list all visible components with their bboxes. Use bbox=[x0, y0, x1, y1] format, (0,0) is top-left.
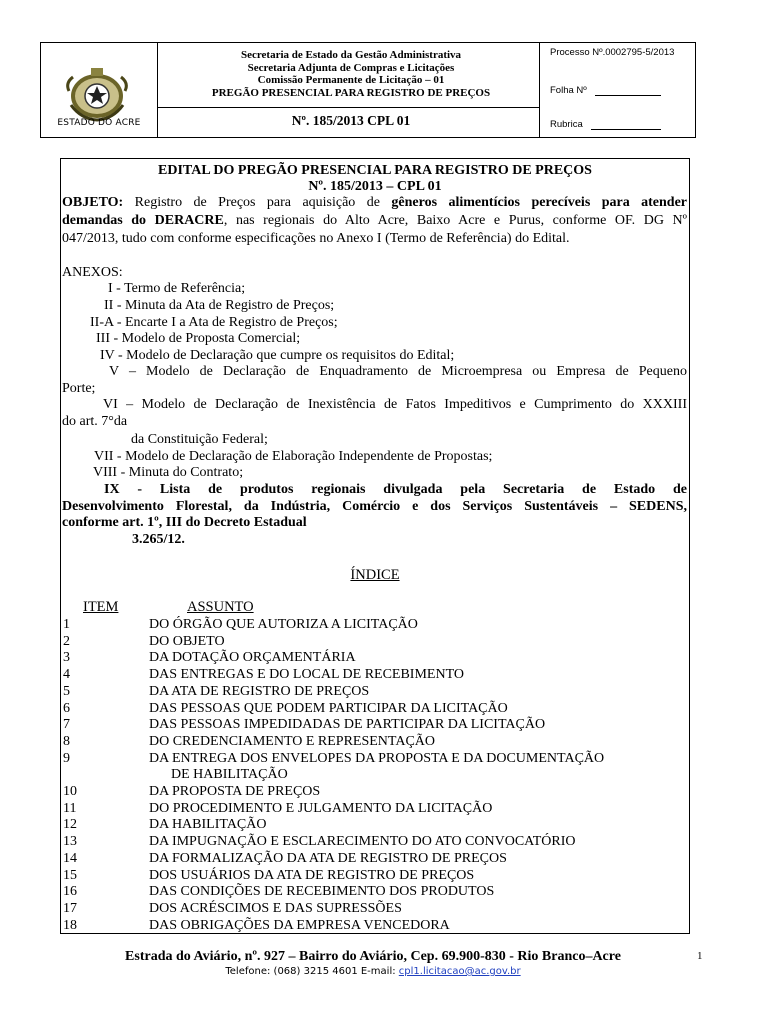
rubrica-label: Rubrica bbox=[550, 119, 583, 130]
index-item-number: 14 bbox=[63, 850, 77, 866]
anexo-item: I - Termo de Referência; bbox=[108, 281, 246, 296]
index-item-subject: DA ENTREGA DOS ENVELOPES DA PROPOSTA E DA DOCUMENTAÇÃO bbox=[149, 750, 605, 766]
index-item-number: 12 bbox=[63, 817, 77, 833]
index-item-number: 11 bbox=[63, 800, 77, 816]
anexo-item: VII - Modelo de Declaração de Elaboração Independente de Propostas; bbox=[94, 449, 493, 464]
index-item-subject: DA ATA DE REGISTRO DE PREÇOS bbox=[149, 683, 370, 699]
index-item-subject: DAS PESSOAS IMPEDIDADAS DE PARTICIPAR DA LICITAÇÃO bbox=[149, 717, 546, 733]
index-item-number: 6 bbox=[63, 700, 70, 716]
index-item-subject: DA FORMALIZAÇÃO DA ATA DE REGISTRO DE PREÇOS bbox=[149, 850, 507, 866]
index-item-subject: DOS USUÁRIOS DA ATA DE REGISTRO DE PREÇOS bbox=[149, 867, 475, 883]
header-line: Secretaria Adjunta de Compras e Licitações bbox=[247, 61, 455, 74]
anexo-item: II - Minuta da Ata de Registro de Preços; bbox=[104, 298, 335, 313]
rubrica-blank bbox=[591, 121, 661, 130]
folha-blank bbox=[595, 87, 661, 96]
index-item-subject: DAS ENTREGAS E DO LOCAL DE RECEBIMENTO bbox=[149, 667, 464, 683]
anexo-item: VIII - Minuta do Contrato; bbox=[93, 465, 244, 480]
anexo-item: II-A - Encarte I a Ata de Registro de Preços; bbox=[90, 315, 338, 330]
anexo-item-cont: 3.265/12. bbox=[132, 532, 185, 547]
index-title bbox=[61, 567, 689, 584]
index-item-subject: DA DOTAÇÃO ORÇAMENTÁRIA bbox=[149, 650, 356, 666]
index-item-number: 9 bbox=[63, 750, 70, 766]
index-item-subject: DA IMPUGNAÇÃO E ESCLARECIMENTO DO ATO CONVOCATÓRIO bbox=[149, 834, 576, 850]
index-item-number: 8 bbox=[63, 733, 70, 749]
index-item-number: 10 bbox=[63, 784, 77, 799]
index-item-number: 4 bbox=[63, 667, 70, 683]
anexo-item-cont: conforme art. 1º, III do Decreto Estadual bbox=[62, 515, 307, 530]
header-edital-number: Nº. 185/2013 CPL 01 bbox=[291, 113, 411, 128]
index-item-subject: DAS PESSOAS QUE PODEM PARTICIPAR DA LICITAÇÃO bbox=[149, 700, 508, 716]
header-line: Secretaria de Estado da Gestão Administrativa bbox=[240, 49, 462, 61]
header-line: Comissão Permanente de Licitação – 01 bbox=[257, 74, 445, 87]
state-label: ESTADO DO ACRE bbox=[57, 118, 141, 128]
document-header bbox=[40, 42, 696, 138]
index-item-subject: DO CREDENCIAMENTO E REPRESENTAÇÃO bbox=[149, 733, 436, 749]
anexo-item: VI – Modelo de Declaração de Inexistência de Fatos Impeditivos e Cumprimento do XXXIII bbox=[103, 397, 687, 412]
anexo-item: IX - Lista de produtos regionais divulgada pela Secretaria de Estado de bbox=[104, 482, 687, 497]
index-item-subject: DAS CONDIÇÕES DE RECEBIMENTO DOS PRODUTOS bbox=[149, 884, 495, 900]
edital-title: EDITAL DO PREGÃO PRESENCIAL PARA REGISTRO DE PREÇOS bbox=[158, 163, 592, 178]
index-item-number: 1 bbox=[63, 617, 70, 632]
index-item-number: 16 bbox=[63, 884, 77, 900]
header-institution bbox=[169, 49, 533, 99]
processo-number: Processo Nº.0002795-5/2013 bbox=[550, 47, 675, 58]
objeto-text: Registro de Preços para aquisição de bbox=[134, 195, 380, 210]
page-number: 1 bbox=[697, 950, 703, 962]
index-item-number: 17 bbox=[63, 900, 77, 916]
objeto-line-1 bbox=[62, 195, 687, 212]
index-item-subject: DO ÓRGÃO QUE AUTORIZA A LICITAÇÃO bbox=[149, 617, 418, 632]
index-col-assunto: ASSUNTO bbox=[187, 599, 254, 615]
index-item-number: 5 bbox=[63, 683, 70, 699]
index-item-number: 18 bbox=[63, 917, 77, 933]
index-item-number: 15 bbox=[63, 867, 77, 883]
anexo-item-cont: Desenvolvimento Florestal, da Indústria, Comércio e dos Serviços Sustentáveis – SEDENS, bbox=[62, 499, 687, 514]
objeto-label: OBJETO: bbox=[62, 195, 124, 210]
footer-address: Estrada do Aviário, nº. 927 – Bairro do Aviário, Cep. 69.900-830 - Rio Branco–Acre bbox=[125, 949, 621, 964]
objeto-bold: gêneros alimentícios perecíveis para atender bbox=[391, 195, 688, 210]
objeto-text: , nas regionais do Alto Acre, Baixo Acre e Purus, conforme OF. DG Nº bbox=[223, 213, 687, 228]
anexo-item-cont: do art. 7°da bbox=[62, 414, 128, 429]
anexo-item: III - Modelo de Proposta Comercial; bbox=[96, 331, 301, 346]
index-item-subject: DA HABILITAÇÃO bbox=[149, 817, 267, 833]
divider bbox=[157, 107, 539, 108]
anexos-label: ANEXOS: bbox=[62, 265, 123, 280]
index-item-number: 3 bbox=[63, 650, 70, 666]
index-item-subject: DA PROPOSTA DE PREÇOS bbox=[149, 784, 321, 799]
index-item-subject: DE HABILITAÇÃO bbox=[171, 767, 288, 783]
index-title-text: ÍNDICE bbox=[350, 567, 400, 583]
objeto-line-2 bbox=[62, 213, 687, 230]
index-item-number: 13 bbox=[63, 834, 77, 850]
folha-field bbox=[550, 85, 661, 96]
rubrica-field bbox=[550, 119, 661, 130]
index-item-subject: DO PROCEDIMENTO E JULGAMENTO DA LICITAÇÃO bbox=[149, 800, 493, 816]
index-item-subject: DOS ACRÉSCIMOS E DAS SUPRESSÕES bbox=[149, 900, 402, 916]
objeto-bold: demandas do DERACRE bbox=[62, 213, 224, 228]
header-line: PREGÃO PRESENCIAL PARA REGISTRO DE PREÇOS bbox=[211, 86, 491, 99]
index-item-subject: DO OBJETO bbox=[149, 633, 225, 649]
anexo-item-cont: da Constituição Federal; bbox=[131, 432, 268, 447]
index-item-number: 2 bbox=[63, 633, 70, 649]
anexo-item: IV - Modelo de Declaração que cumpre os requisitos do Edital; bbox=[100, 348, 455, 363]
divider bbox=[539, 43, 540, 137]
edital-number: Nº. 185/2013 – CPL 01 bbox=[308, 179, 442, 194]
divider bbox=[157, 43, 158, 137]
folha-label: Folha Nº bbox=[550, 85, 587, 96]
index-col-item: ITEM bbox=[83, 599, 119, 615]
anexo-item-cont: Porte; bbox=[62, 381, 96, 396]
footer-email-link[interactable]: cpl1.licitacao@ac.gov.br bbox=[398, 966, 521, 977]
index-item-subject: DAS OBRIGAÇÕES DA EMPRESA VENCEDORA bbox=[149, 917, 450, 933]
footer-contact bbox=[0, 966, 746, 977]
anexo-item: V – Modelo de Declaração de Enquadramento de Microempresa ou Empresa de Pequeno bbox=[109, 364, 687, 379]
index-item-number: 7 bbox=[63, 717, 70, 733]
edital-body bbox=[60, 158, 690, 934]
objeto-line-3: 047/2013, tudo com conforme especificações no Anexo I (Termo de Referência) do Edital. bbox=[62, 231, 570, 246]
footer-phone: Telefone: (068) 3215 4601 E-mail: bbox=[225, 966, 396, 977]
